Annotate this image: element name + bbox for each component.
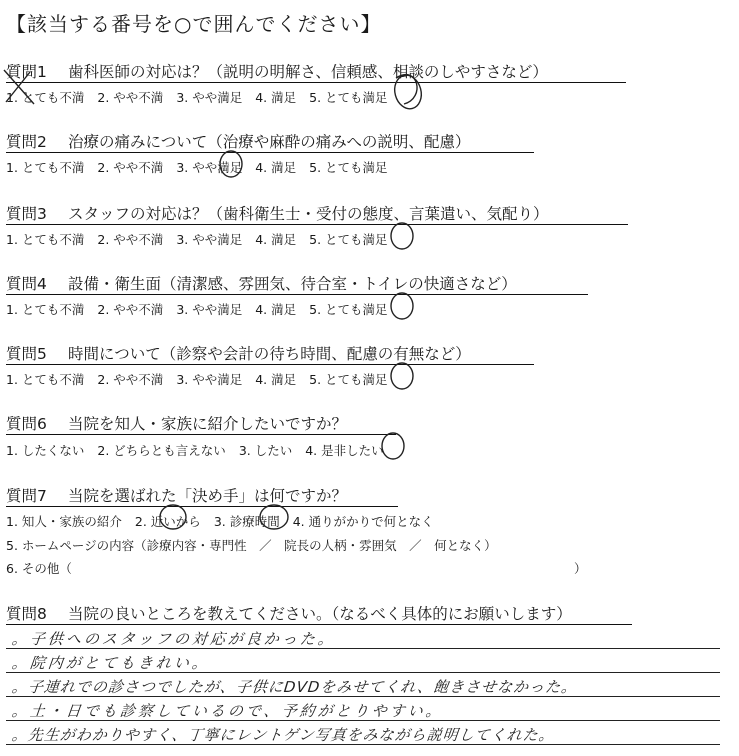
- q1-option-1[interactable]: 1. とても不満: [6, 90, 85, 105]
- q3-option-4[interactable]: 4. 満足: [255, 232, 297, 247]
- q7-option-4[interactable]: 4. 通りがかりで何となく: [292, 514, 434, 529]
- question-5-label: 質問5: [6, 345, 47, 363]
- question-6-label: 質問6: [6, 415, 47, 433]
- q7-option-1[interactable]: 1. 知人・家族の紹介: [6, 514, 122, 529]
- q1-circle-loop: [396, 75, 417, 104]
- question-5-text: 時間について（診察や会計の待ち時間、配慮の有無など）: [68, 345, 471, 363]
- q7-circle-option-3: [260, 505, 288, 529]
- q4-option-4[interactable]: 4. 満足: [255, 302, 297, 317]
- q5-option-1[interactable]: 1. とても不満: [6, 372, 85, 387]
- question-7-label: 質問7: [6, 487, 47, 505]
- q2-option-3[interactable]: 3. やや満足: [176, 160, 243, 175]
- q5-circle-option-5: [391, 363, 413, 389]
- q1-option-5[interactable]: 5. とても満足: [309, 90, 388, 105]
- question-3-text: スタッフの対応は？（歯科衛生士・受付の態度、言葉遣い、気配り）: [68, 205, 549, 223]
- handwritten-answer-1: 。子供へのスタッフの対応が良かった。: [11, 630, 337, 648]
- q3-option-3[interactable]: 3. やや満足: [176, 232, 243, 247]
- handwritten-answer-3: 。子連れでの診さつでしたが、子供にDVDをみせてくれ、飽きさせなかった。: [11, 678, 579, 696]
- q4-option-1[interactable]: 1. とても不満: [6, 302, 85, 317]
- q1-option-4[interactable]: 4. 満足: [255, 90, 297, 105]
- q3-option-5[interactable]: 5. とても満足: [309, 232, 388, 247]
- q4-option-5[interactable]: 5. とても満足: [309, 302, 388, 317]
- q4-option-2[interactable]: 2. やや不満: [97, 302, 164, 317]
- q2-option-4[interactable]: 4. 満足: [255, 160, 297, 175]
- q7-option-6[interactable]: 6. その他（: [6, 561, 72, 576]
- question-1-text: 歯科医師の対応は？（説明の明解さ、信頼感、相談のしやすさなど）: [68, 63, 548, 81]
- handwritten-answer-2: 。院内がとてもきれい。: [11, 654, 211, 672]
- q6-option-3[interactable]: 3. したい: [238, 443, 293, 458]
- question-2-label: 質問2: [6, 133, 47, 151]
- question-8-text: 当院の良いところを教えてください。（なるべく具体的にお願いします）: [68, 605, 572, 623]
- q5-option-2[interactable]: 2. やや不満: [97, 372, 164, 387]
- q6-option-2[interactable]: 2. どちらとも言えない: [97, 443, 226, 458]
- q7-option-5[interactable]: 5. ホームページの内容（診療内容・専門性 ／ 院長の人柄・雰囲気 ／ 何となく）: [6, 538, 497, 553]
- page-heading: 【該当する番号を○で囲んでください】: [6, 12, 382, 36]
- q4-circle-option-5: [391, 293, 413, 319]
- question-6-text: 当院を知人・家族に紹介したいですか？: [68, 415, 348, 433]
- question-8-label: 質問8: [6, 605, 47, 623]
- q2-option-5[interactable]: 5. とても満足: [309, 160, 388, 175]
- handwritten-answer-5: 。先生がわかりやすく、丁寧にレントゲン写真をみながら説明してくれた。: [11, 726, 556, 744]
- q3-option-1[interactable]: 1. とても不満: [6, 232, 85, 247]
- q5-option-3[interactable]: 3. やや満足: [176, 372, 243, 387]
- question-4-label: 質問4: [6, 275, 47, 293]
- q1-cross-mark: [4, 70, 34, 104]
- q3-circle-option-5: [391, 223, 413, 249]
- question-1-label: 質問1: [6, 63, 47, 81]
- q7-option-6-close: ）: [574, 561, 587, 576]
- q3-option-2[interactable]: 2. やや不満: [97, 232, 164, 247]
- q2-option-1[interactable]: 1. とても不満: [6, 160, 85, 175]
- q2-circle-option-3: [220, 151, 242, 177]
- q1-option-3[interactable]: 3. やや満足: [176, 90, 243, 105]
- q7-option-2[interactable]: 2. 近いから: [134, 514, 201, 529]
- question-7-text: 当院を選ばれた「決め手」は何ですか？: [68, 487, 348, 505]
- handwritten-answer-4: 。土・日でも診察しているので、予約がとりやすい。: [11, 702, 445, 720]
- q5-option-5[interactable]: 5. とても満足: [309, 372, 388, 387]
- q7-circle-option-2: [160, 505, 186, 529]
- question-4-text: 設備・衛生面（清潔感、雰囲気、待合室・トイレの快適さなど）: [68, 275, 517, 293]
- q4-option-3[interactable]: 3. やや満足: [176, 302, 243, 317]
- q6-option-1[interactable]: 1. したくない: [6, 443, 85, 458]
- q2-option-2[interactable]: 2. やや不満: [97, 160, 164, 175]
- question-3-label: 質問3: [6, 205, 47, 223]
- q1-option-2[interactable]: 2. やや不満: [97, 90, 164, 105]
- q6-option-4[interactable]: 4. 是非したい: [305, 443, 384, 458]
- q5-option-4[interactable]: 4. 満足: [255, 372, 297, 387]
- question-2-text: 治療の痛みについて（治療や麻酔の痛みへの説明、配慮）: [68, 133, 471, 151]
- q6-circle-option-4: [382, 433, 404, 459]
- q7-option-3[interactable]: 3. 診療時間: [213, 514, 280, 529]
